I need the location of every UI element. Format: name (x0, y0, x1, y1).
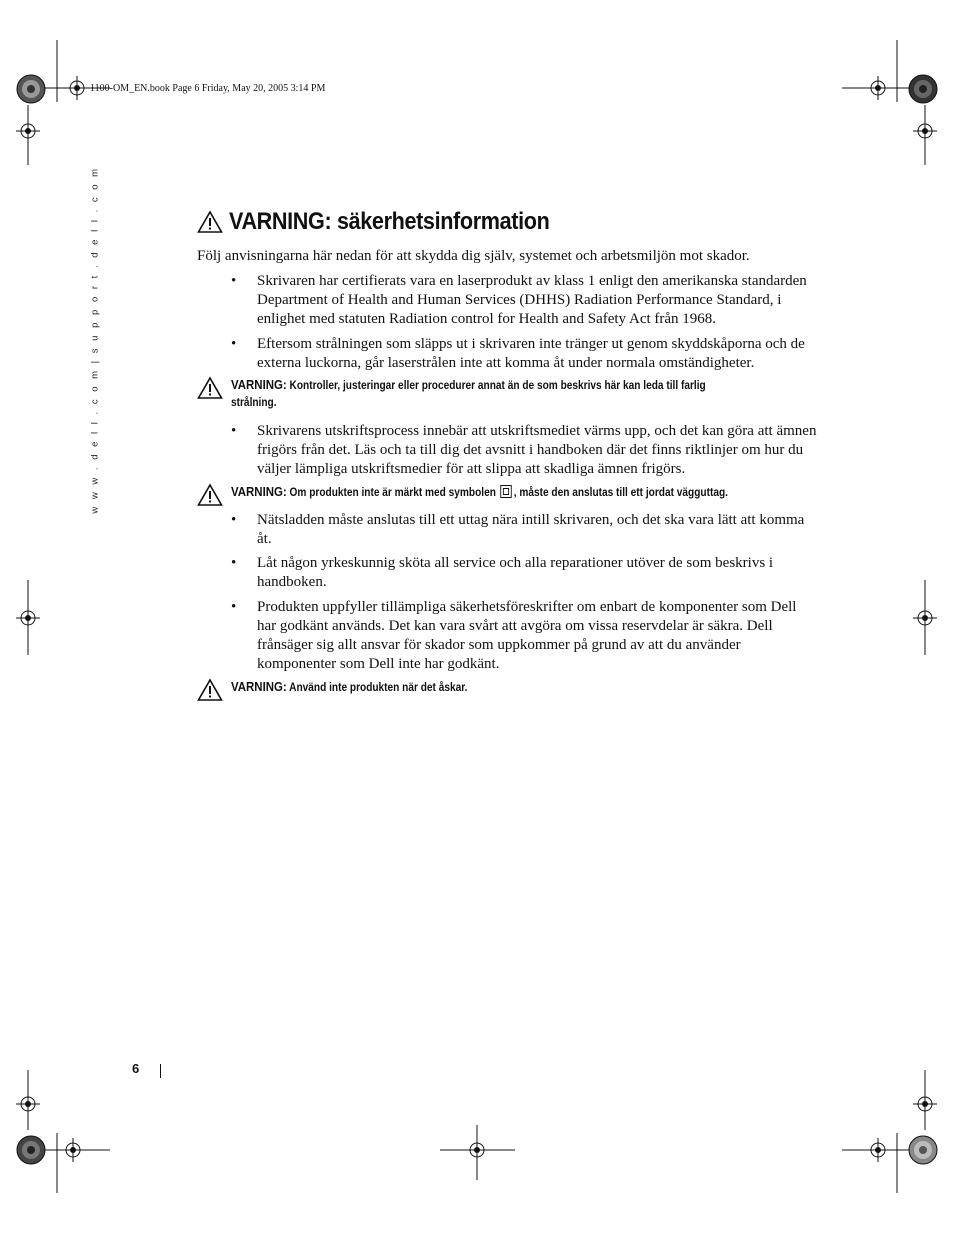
list-item: Skrivaren har certifierats vara en laserprodukt av klass 1 enligt den amerikanska standarden Department of Health and Human Services (DHHS) Radiation Performance Standard, i enlighet med statuten Radiation control for Health and Safety Act från 1968. (257, 273, 807, 327)
page-number: 6 (132, 1061, 140, 1076)
registration-mark-icon (61, 1138, 85, 1162)
warning-text: , måste den anslutas till ett jordat vägguttag. (513, 487, 728, 499)
registration-mark-icon (16, 606, 40, 630)
warning-text: Kontroller, justeringar eller procedurer annat än de som beskrivs här kan leda till farlig strålning. (231, 380, 706, 409)
warning-label: VARNING: (231, 679, 287, 694)
bullet-mark: • (231, 512, 237, 528)
registration-mark-icon (65, 76, 89, 100)
list-item: Eftersom strålningen som släpps ut i skrivaren inte tränger ut genom skyddskåporna och de externa luckorna, går laserstrålen inte att komma åt under normala omständigheter. (257, 336, 805, 371)
bullet-mark: • (231, 336, 237, 352)
color-wheel-icon (16, 1135, 46, 1165)
registration-mark-icon (465, 1138, 489, 1162)
color-wheel-icon (16, 74, 46, 104)
registration-mark-icon (866, 1138, 890, 1162)
warning-note (197, 483, 931, 507)
bullet-mark: • (231, 423, 237, 439)
warning-triangle-icon (197, 376, 223, 400)
registration-mark-icon (913, 119, 937, 143)
warning-text: Använd inte produkten när det åskar. (289, 682, 468, 694)
warning-triangle-icon (197, 210, 223, 234)
list-item: Produkten uppfyller tillämpliga säkerhetsföreskrifter om enbart de komponenter som Dell har godkänt används. Det kan vara svårt att avgöra om vissa reservdelar är säkra. Dell frånsäger sig allt ansvar för skador som uppkommer på grund av att du använder komponenter som Dell inte har godkänt. (257, 599, 797, 672)
registration-mark-icon (913, 1092, 937, 1116)
registration-mark-icon (913, 606, 937, 630)
registration-mark-icon (16, 119, 40, 143)
double-insulation-icon (501, 485, 512, 498)
bullet-mark: • (231, 555, 237, 571)
book-file-info: 1100-OM_EN.book Page 6 Friday, May 20, 2005 3:14 PM (90, 83, 326, 94)
warning-triangle-icon (197, 678, 223, 702)
registration-mark-icon (16, 1092, 40, 1116)
color-wheel-icon (908, 74, 938, 104)
registration-mark-icon (866, 76, 890, 100)
warning-text: Om produkten inte är märkt med symbolen (289, 487, 496, 499)
color-wheel-icon (908, 1135, 938, 1165)
warning-label: VARNING: (231, 484, 287, 499)
page-title: VARNING: säkerhetsinformation (229, 208, 550, 235)
bullet-mark: • (231, 599, 237, 615)
side-url: w w w . d e l l . c o m | s u p p o r t . d e l l . c o m (89, 166, 101, 514)
warning-note (197, 376, 811, 412)
intro-text: Följ anvisningarna här nedan för att skydda dig själv, systemet och arbetsmiljön mot skador. (197, 248, 750, 264)
section-heading (197, 208, 585, 236)
warning-triangle-icon (197, 483, 223, 507)
warning-label: VARNING: (231, 377, 287, 392)
bullet-mark: • (231, 273, 237, 289)
list-item: Skrivarens utskriftsprocess innebär att utskriftsmediet värms upp, och det kan göra att ämnen frigörs från det. Läs och ta till dig det avsnitt i handboken där det finns riktlinjer om hur du väljer lämpliga utskriftsmedier för att slippa att skadliga ämnen frigörs. (257, 423, 817, 477)
warning-note (197, 678, 811, 702)
list-item: Låt någon yrkeskunnig sköta all service och alla reparationer utöver de som beskrivs i handboken. (257, 555, 774, 590)
list-item: Nätsladden måste anslutas till ett uttag nära intill skrivaren, och det ska vara lätt att komma åt. (257, 512, 805, 547)
page-number-divider (160, 1064, 161, 1078)
